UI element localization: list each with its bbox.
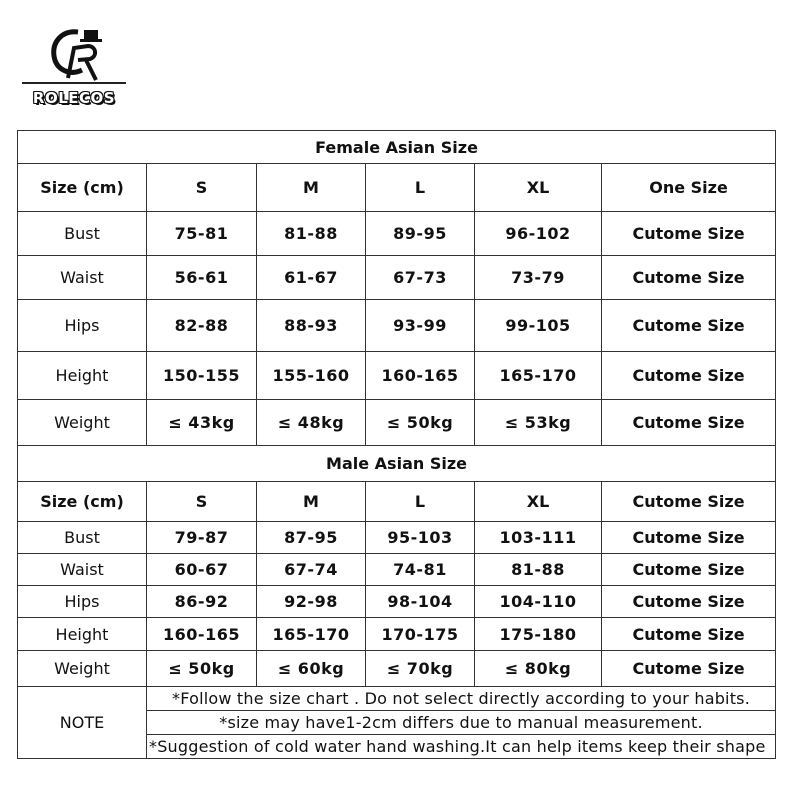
table-cell: 98-104 <box>366 586 475 618</box>
table-row <box>18 300 776 352</box>
table-cell: Cutome Size <box>602 300 776 352</box>
table-cell: 160-165 <box>366 352 475 400</box>
male-section-title: Male Asian Size <box>18 446 776 482</box>
table-row <box>18 522 776 554</box>
table-cell: ≤ 60kg <box>257 651 366 687</box>
table-cell: 82-88 <box>147 300 257 352</box>
header-cell: XL <box>475 164 602 212</box>
table-cell: Cutome Size <box>602 554 776 586</box>
table-cell: 79-87 <box>147 522 257 554</box>
note-line: *Follow the size chart . Do not select directly according to your habits. <box>147 687 776 711</box>
female-title-row <box>18 131 776 164</box>
table-cell: 75-81 <box>147 212 257 256</box>
header-cell: L <box>366 482 475 522</box>
table-cell: Cutome Size <box>602 400 776 446</box>
header-cell: L <box>366 164 475 212</box>
table-cell: 175-180 <box>475 618 602 651</box>
table-cell: 150-155 <box>147 352 257 400</box>
table-cell: ≤ 70kg <box>366 651 475 687</box>
table-cell: Cutome Size <box>602 651 776 687</box>
row-label: Bust <box>18 522 147 554</box>
female-header-row <box>18 164 776 212</box>
row-label: Weight <box>18 651 147 687</box>
table-cell: 99-105 <box>475 300 602 352</box>
table-cell: 96-102 <box>475 212 602 256</box>
table-cell: Cutome Size <box>602 256 776 300</box>
table-cell: 61-67 <box>257 256 366 300</box>
table-row <box>18 554 776 586</box>
table-row <box>18 256 776 300</box>
row-label: Weight <box>18 400 147 446</box>
male-header-row <box>18 482 776 522</box>
header-cell: One Size <box>602 164 776 212</box>
table-cell: ≤ 50kg <box>147 651 257 687</box>
table-row <box>18 400 776 446</box>
table-cell: ≤ 43kg <box>147 400 257 446</box>
note-label: NOTE <box>18 687 147 759</box>
table-cell: Cutome Size <box>602 352 776 400</box>
header-cell: Size (cm) <box>18 164 147 212</box>
table-cell: Cutome Size <box>602 212 776 256</box>
row-label: Height <box>18 352 147 400</box>
male-title-row <box>18 446 776 482</box>
header-cell: S <box>147 164 257 212</box>
table-cell: Cutome Size <box>602 522 776 554</box>
header-cell: Cutome Size <box>602 482 776 522</box>
table-cell: ≤ 53kg <box>475 400 602 446</box>
table-cell: 86-92 <box>147 586 257 618</box>
table-cell: 87-95 <box>257 522 366 554</box>
table-cell: 67-73 <box>366 256 475 300</box>
table-cell: 74-81 <box>366 554 475 586</box>
table-row <box>18 586 776 618</box>
table-cell: 89-95 <box>366 212 475 256</box>
table-cell: ≤ 50kg <box>366 400 475 446</box>
table-cell: 170-175 <box>366 618 475 651</box>
table-cell: 67-74 <box>257 554 366 586</box>
note-line: *size may have1-2cm differs due to manual measurement. <box>147 711 776 735</box>
table-cell: 104-110 <box>475 586 602 618</box>
table-cell: 165-170 <box>475 352 602 400</box>
header-cell: M <box>257 482 366 522</box>
table-cell: 81-88 <box>475 554 602 586</box>
table-cell: 160-165 <box>147 618 257 651</box>
header-cell: M <box>257 164 366 212</box>
row-label: Hips <box>18 300 147 352</box>
table-row <box>18 651 776 687</box>
table-cell: 93-99 <box>366 300 475 352</box>
note-row <box>18 687 776 711</box>
header-cell: Size (cm) <box>18 482 147 522</box>
header-cell: XL <box>475 482 602 522</box>
table-row <box>18 618 776 651</box>
table-row <box>18 352 776 400</box>
table-cell: 73-79 <box>475 256 602 300</box>
table-cell: ≤ 48kg <box>257 400 366 446</box>
table-cell: 88-93 <box>257 300 366 352</box>
table-cell: Cutome Size <box>602 618 776 651</box>
table-cell: 95-103 <box>366 522 475 554</box>
table-cell: Cutome Size <box>602 586 776 618</box>
female-section-title: Female Asian Size <box>18 131 776 164</box>
table-cell: 165-170 <box>257 618 366 651</box>
note-line: *Suggestion of cold water hand washing.It can help items keep their shape <box>147 735 776 759</box>
table-cell: ≤ 80kg <box>475 651 602 687</box>
logo-wordmark: ROLECOS <box>32 89 116 107</box>
table-cell: 155-160 <box>257 352 366 400</box>
row-label: Hips <box>18 586 147 618</box>
rolecos-monogram-icon <box>48 26 104 82</box>
brand-logo <box>22 26 126 112</box>
table-cell: 60-67 <box>147 554 257 586</box>
header-cell: S <box>147 482 257 522</box>
table-cell: 81-88 <box>257 212 366 256</box>
table-row <box>18 212 776 256</box>
row-label: Height <box>18 618 147 651</box>
size-chart-table <box>17 130 776 759</box>
logo-divider <box>22 82 126 84</box>
row-label: Bust <box>18 212 147 256</box>
table-cell: 92-98 <box>257 586 366 618</box>
row-label: Waist <box>18 256 147 300</box>
table-cell: 103-111 <box>475 522 602 554</box>
table-cell: 56-61 <box>147 256 257 300</box>
row-label: Waist <box>18 554 147 586</box>
